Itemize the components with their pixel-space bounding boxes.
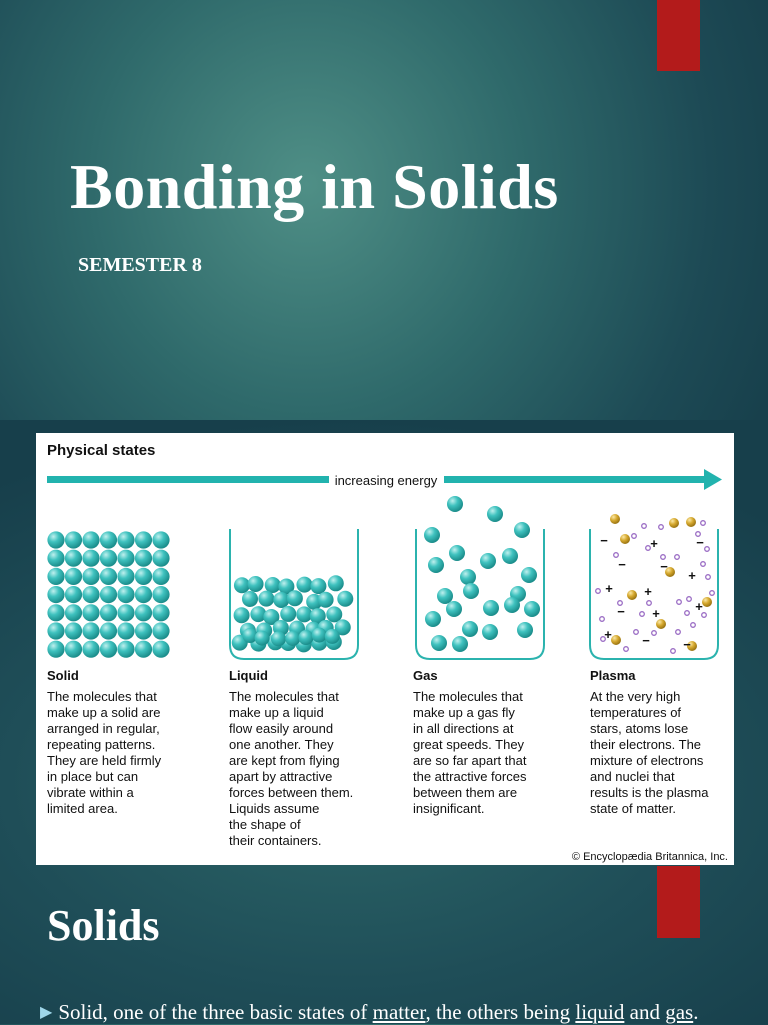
charge-sign: − <box>617 604 625 619</box>
state-description-line: are kept from flying <box>229 753 340 768</box>
liquid-molecules <box>232 575 354 652</box>
charge-sign: − <box>618 557 626 572</box>
solid-molecule <box>82 622 99 639</box>
liquid-molecule <box>258 591 274 607</box>
charge-sign: + <box>644 584 652 599</box>
liquid-molecule <box>298 630 313 645</box>
liquid-molecule <box>242 591 258 607</box>
plasma-nucleus <box>669 518 679 528</box>
gas-molecule <box>447 496 463 512</box>
gas-molecule <box>502 548 518 564</box>
gas-molecule <box>463 583 479 599</box>
state-description-line: The molecules that <box>229 689 339 704</box>
plasma-electron <box>596 589 601 594</box>
plasma-particles <box>596 514 715 653</box>
solid-molecule <box>65 622 82 639</box>
solid-molecule <box>47 604 64 621</box>
gas-molecule <box>517 622 533 638</box>
state-description-line: stars, atoms lose <box>590 721 689 736</box>
solid-molecule <box>100 622 117 639</box>
state-description-line: one another. They <box>229 737 334 752</box>
liquid-molecule <box>337 591 353 607</box>
plasma-electron <box>632 534 637 539</box>
solid-molecule <box>82 550 99 567</box>
charge-sign: + <box>695 599 703 614</box>
bullet-arrow-icon: ▶ <box>40 1004 53 1021</box>
gas-molecule <box>425 611 441 627</box>
plasma-electron <box>652 631 657 636</box>
gas-molecule <box>462 621 478 637</box>
state-description-line: Liquids assume <box>229 801 320 816</box>
plasma-electron <box>634 630 639 635</box>
solid-molecule <box>117 641 134 658</box>
state-description-line: flow easily around <box>229 721 334 736</box>
charge-sign: − <box>683 637 691 652</box>
state-description-line: The molecules that <box>47 689 157 704</box>
energy-arrowhead <box>704 469 722 490</box>
liquid-molecule <box>296 577 312 593</box>
link-liquid[interactable]: liquid <box>575 1000 625 1024</box>
solid-molecule <box>152 586 169 603</box>
charge-sign: + <box>605 581 613 596</box>
solid-molecule <box>65 550 82 567</box>
energy-arrow-right <box>444 476 706 483</box>
liquid-molecule <box>296 606 312 622</box>
solid-molecule <box>135 604 152 621</box>
plasma-electron <box>624 647 629 652</box>
plasma-electron <box>676 630 681 635</box>
state-description-line: make up a liquid <box>229 705 324 720</box>
plasma-electron <box>640 612 645 617</box>
gas-molecule <box>424 527 440 543</box>
charge-sign: − <box>600 533 608 548</box>
plasma-electron <box>675 555 680 560</box>
state-description-line: make up a gas fly <box>413 705 515 720</box>
state-description-line: the shape of <box>229 817 301 832</box>
state-description-line: repeating patterns. <box>47 737 156 752</box>
physical-states-figure <box>36 433 734 865</box>
gas-molecule <box>460 569 476 585</box>
plasma-nucleus <box>702 597 712 607</box>
plasma-electron <box>642 524 647 529</box>
liquid-molecule <box>310 578 326 594</box>
liquid-molecule <box>255 631 270 646</box>
plasma-electron <box>677 600 682 605</box>
gas-molecule <box>428 557 444 573</box>
link-gas[interactable]: gas <box>665 1000 694 1024</box>
state-description-line: At the very high <box>590 689 681 704</box>
solid-molecule <box>65 568 82 585</box>
solid-molecule <box>47 550 64 567</box>
solid-molecule <box>47 641 64 658</box>
bullet-text-middle-1: , the others being <box>425 1000 576 1024</box>
liquid-molecule <box>248 576 264 592</box>
state-description-line: vibrate within a <box>47 785 134 800</box>
solid-molecule <box>135 586 152 603</box>
liquid-molecule <box>271 631 286 646</box>
plasma-nucleus <box>610 514 620 524</box>
solid-molecule <box>152 622 169 639</box>
solid-molecule <box>100 641 117 658</box>
gas-molecule <box>431 635 447 651</box>
state-description-line: great speeds. They <box>413 737 525 752</box>
solid-molecule <box>65 531 82 548</box>
gas-molecule <box>521 567 537 583</box>
solid-molecule <box>100 604 117 621</box>
gas-molecule <box>446 601 462 617</box>
plasma-nucleus <box>686 517 696 527</box>
solid-molecule <box>135 531 152 548</box>
solid-molecule <box>82 586 99 603</box>
liquid-molecule <box>312 628 327 643</box>
solid-molecule <box>100 550 117 567</box>
solid-molecule <box>65 604 82 621</box>
state-description-line: are so far apart that <box>413 753 527 768</box>
plasma-electron <box>710 591 715 596</box>
charge-sign: + <box>688 568 696 583</box>
gas-molecule <box>449 545 465 561</box>
state-name: Solid <box>47 668 79 683</box>
solid-molecule <box>100 568 117 585</box>
state-description-line: in all directions at <box>413 721 514 736</box>
gas-molecule <box>482 624 498 640</box>
state-description-line: mixture of electrons <box>590 753 704 768</box>
plasma-electron <box>647 601 652 606</box>
liquid-molecule <box>234 577 250 593</box>
charge-sign: − <box>696 535 704 550</box>
plasma-electron <box>671 649 676 654</box>
solid-molecule <box>82 604 99 621</box>
state-description-line: arranged in regular, <box>47 721 160 736</box>
gas-molecule <box>487 506 503 522</box>
slide-subtitle: SEMESTER 8 <box>78 254 202 276</box>
liquid-molecule <box>273 592 289 608</box>
gas-molecule <box>452 636 468 652</box>
solid-molecule <box>117 568 134 585</box>
charge-sign: + <box>650 536 658 551</box>
plasma-electron <box>691 623 696 628</box>
solid-molecule <box>117 622 134 639</box>
solid-molecule <box>100 531 117 548</box>
plasma-nucleus <box>611 635 621 645</box>
state-description-line: and nuclei that <box>590 769 675 784</box>
slide-title: Bonding in Solids <box>70 151 559 222</box>
plasma-electron <box>659 525 664 530</box>
solid-molecule <box>117 604 134 621</box>
state-description-line: apart by attractive <box>229 769 333 784</box>
state-description-line: make up a solid are <box>47 705 161 720</box>
solid-molecule <box>117 550 134 567</box>
state-description-line: the attractive forces <box>413 769 527 784</box>
solid-molecule <box>152 641 169 658</box>
solid-molecule <box>65 586 82 603</box>
state-description-line: their containers. <box>229 833 322 848</box>
solid-molecule <box>47 586 64 603</box>
solid-molecule <box>47 568 64 585</box>
solid-molecule <box>82 641 99 658</box>
state-captions <box>47 668 709 848</box>
charge-sign: − <box>642 633 650 648</box>
bullet-item <box>40 1000 760 1025</box>
energy-arrow-label: increasing energy <box>334 473 438 488</box>
gas-molecule <box>483 600 499 616</box>
state-description-line: limited area. <box>47 801 118 816</box>
liquid-molecule <box>265 577 281 593</box>
state-description-line: state of matter. <box>590 801 676 816</box>
liquid-molecule <box>285 631 300 646</box>
state-description-line: forces between them. <box>229 785 354 800</box>
solid-molecule <box>65 641 82 658</box>
solid-molecule <box>135 622 152 639</box>
gas-molecule <box>524 601 540 617</box>
gas-molecule <box>514 522 530 538</box>
accent-bar-middle <box>657 866 700 938</box>
state-description-line: their electrons. The <box>590 737 702 752</box>
solid-molecule <box>117 586 134 603</box>
charge-sign: − <box>660 559 668 574</box>
bullet-text-start: Solid, one of the three basic states of <box>58 1000 373 1024</box>
solid-molecule <box>47 531 64 548</box>
section-heading: Solids <box>47 901 160 950</box>
state-description-line: results is the plasma <box>590 785 709 800</box>
liquid-molecule <box>287 590 303 606</box>
state-description-line: The molecules that <box>413 689 523 704</box>
liquid-molecule <box>234 607 250 623</box>
state-name: Liquid <box>229 668 268 683</box>
plasma-electron <box>600 617 605 622</box>
plasma-electron <box>687 597 692 602</box>
plasma-electron <box>701 521 706 526</box>
solid-molecule <box>135 641 152 658</box>
bullet-text-middle-2: and <box>624 1000 666 1024</box>
plasma-nucleus <box>627 590 637 600</box>
solid-molecule <box>47 622 64 639</box>
solid-molecule <box>135 550 152 567</box>
gas-molecule <box>504 597 520 613</box>
state-description-line: between them are <box>413 785 518 800</box>
solid-molecule <box>152 531 169 548</box>
solid-molecule <box>152 604 169 621</box>
state-name: Plasma <box>590 668 636 683</box>
liquid-molecule <box>328 575 344 591</box>
plasma-electron <box>701 562 706 567</box>
charge-sign: + <box>604 627 612 642</box>
figure-title: Physical states <box>47 442 156 459</box>
plasma-electron <box>706 575 711 580</box>
figure-credit: © Encyclopædia Britannica, Inc. <box>571 851 728 863</box>
liquid-molecule <box>325 629 340 644</box>
state-description-line: insignificant. <box>413 801 485 816</box>
solid-molecule <box>117 531 134 548</box>
bullet-text-end: . <box>693 1000 699 1024</box>
solid-molecule <box>152 568 169 585</box>
solid-molecule <box>82 531 99 548</box>
gas-molecule <box>480 553 496 569</box>
liquid-molecule <box>318 592 334 608</box>
state-description-line: They are held firmly <box>47 753 162 768</box>
solid-molecule <box>135 568 152 585</box>
solid-molecule <box>82 568 99 585</box>
liquid-molecule <box>280 606 296 622</box>
energy-arrow-left <box>47 476 329 483</box>
plasma-nucleus <box>620 534 630 544</box>
gas-molecule <box>437 588 453 604</box>
accent-bar-top <box>657 0 700 71</box>
charge-sign: + <box>652 606 660 621</box>
plasma-electron <box>705 547 710 552</box>
gas-molecules <box>424 496 540 652</box>
physical-states-diagram <box>36 433 734 865</box>
state-name: Gas <box>413 668 438 683</box>
state-description-line: temperatures of <box>590 705 682 720</box>
link-matter[interactable]: matter <box>372 1000 426 1024</box>
state-description-line: in place but can <box>47 769 139 784</box>
solid-molecules <box>47 531 169 657</box>
plasma-electron <box>685 611 690 616</box>
solid-molecule <box>152 550 169 567</box>
solid-molecule <box>100 586 117 603</box>
